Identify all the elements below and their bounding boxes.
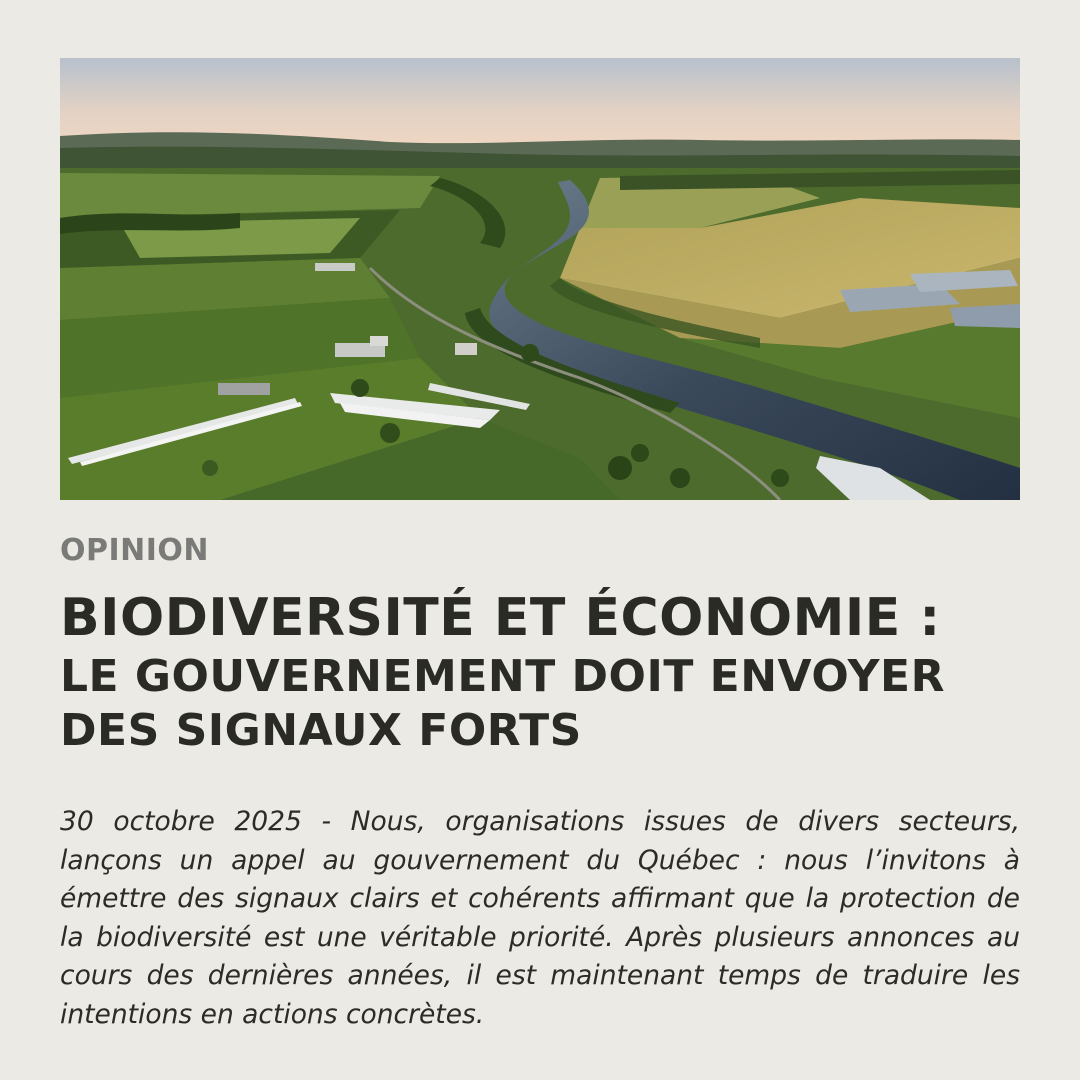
article-lede: 30 octobre 2025 - Nous, organisations issues de divers secteurs, lançons un appel au gouvernement du Québec : nous l’invitons à émettre des signaux clairs et cohérents affirmant que la protection de la biodiversité est une véritable priorité. Après plusieurs annonces au cours des dernières années, il est maintenant temps de traduire les intentions en actions concrètes.	[60, 806, 1020, 1030]
headline-line-1: BIODIVERSITÉ ET ÉCONOMIE :	[60, 588, 941, 648]
headline-line-3: DES SIGNAUX FORTS	[60, 705, 582, 756]
hero-photo	[60, 58, 1020, 500]
headline-line-2: LE GOUVERNEMENT DOIT ENVOYER	[60, 651, 945, 702]
headline	[60, 586, 1040, 758]
category-label: OPINION	[60, 533, 210, 568]
aerial-river-landscape-image	[60, 58, 1020, 500]
